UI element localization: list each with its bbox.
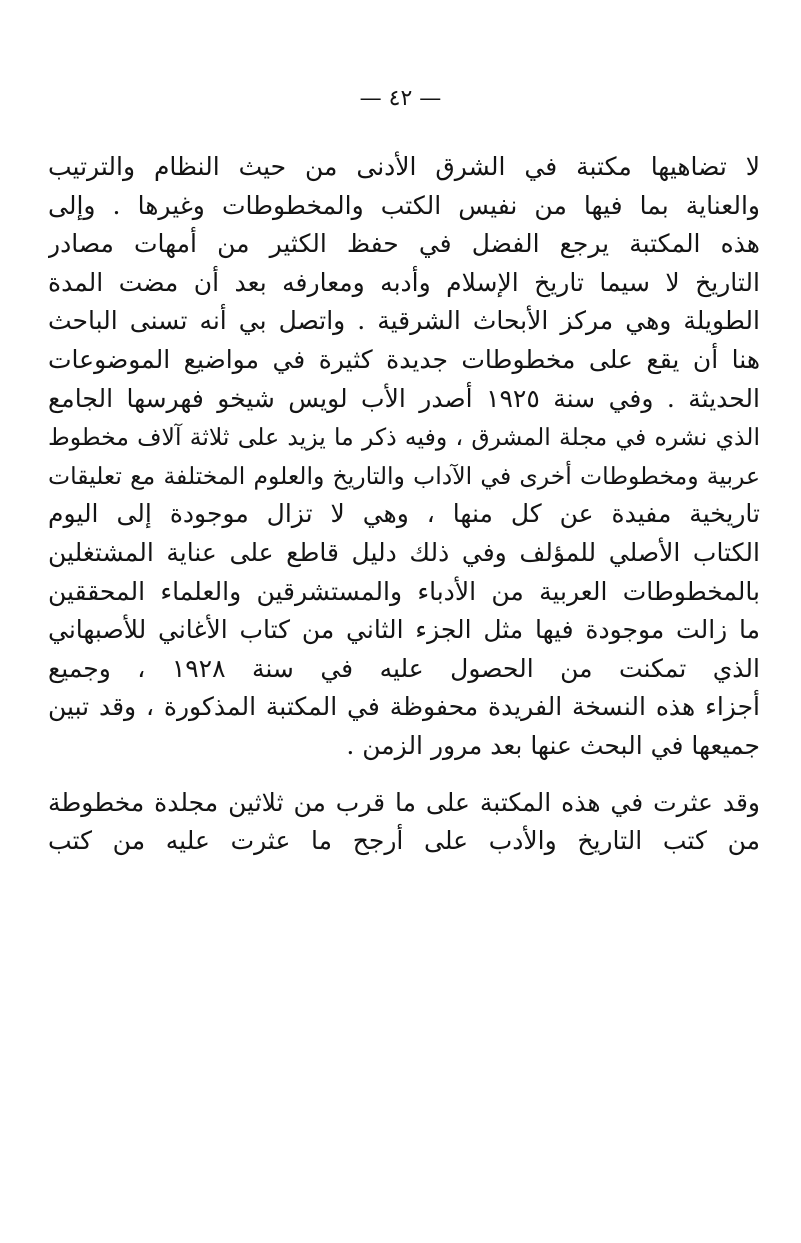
paragraph-gap [48, 766, 760, 784]
text-line: من كتب التاريخ والأدب على أرجح ما عثرت عليه من كتب [48, 826, 760, 856]
paragraph-1 [48, 148, 760, 766]
text-line: الحديثة . وفي سنة ١٩٢٥ أصدر الأب لويس شيخو فهرسها الجامع [48, 383, 760, 413]
paragraph-2 [48, 784, 760, 861]
text-line: الذي تمكنت من الحصول عليه في سنة ١٩٢٨ ، وجميع [48, 653, 760, 683]
text-line: هنا أن يقع على مخطوطات جديدة كثيرة في مواضيع الموضوعات [48, 344, 760, 374]
text-line: ما زالت موجودة فيها مثل الجزء الثاني من كتاب الأغاني للأصبهاني [48, 615, 760, 645]
text-line: جميعها في البحث عنها بعد مرور الزمن . [346, 730, 760, 760]
text-line: تاريخية مفيدة عن كل منها ، وهي لا تزال موجودة إلى اليوم [48, 499, 760, 529]
text-line: عربية ومخطوطات أخرى في الآداب والتاريخ والعلوم المختلفة مع تعليقات [48, 461, 760, 490]
text-line: الكتاب الأصلي للمؤلف وفي ذلك دليل قاطع على عناية المشتغلين [48, 537, 760, 567]
text-line: هذه المكتبة يرجع الفضل في حفظ الكثير من أمهات مصادر [48, 229, 760, 259]
text-line: الذي نشره في مجلة المشرق ، وفيه ذكر ما يزيد على ثلاثة آلاف مخطوط [48, 423, 760, 452]
text-line: لا تضاهيها مكتبة في الشرق الأدنى من حيث النظام والترتيب [48, 152, 760, 181]
text-line: التاريخ لا سيما تاريخ الإسلام وأدبه ومعارفه بعد أن مضت المدة [48, 267, 760, 297]
text-line: أجزاء هذه النسخة الفريدة محفوظة في المكتبة المذكورة ، وقد تبين [48, 692, 760, 722]
text-line: الطويلة وهي مركز الأبحاث الشرقية . واتصل بي أنه تسنى الباحث [48, 306, 760, 336]
text-line: والعناية بما فيها من نفيس الكتب والمخطوطات وغيرها . وإلى [48, 190, 760, 220]
page-number: — ٤٢ — [359, 86, 442, 111]
text-line: وقد عثرت في هذه المكتبة على ما قرب من ثلاثين مجلدة مخطوطة [48, 787, 760, 817]
body-text [48, 148, 760, 861]
text-line: بالمخطوطات العربية من الأدباء والمستشرقين والعلماء المحققين [48, 576, 760, 606]
